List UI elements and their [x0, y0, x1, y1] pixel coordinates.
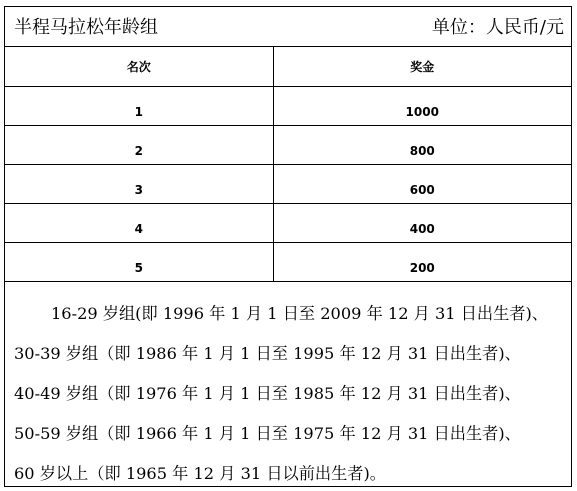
rank-cell: 4 — [5, 203, 273, 242]
title-row — [5, 7, 571, 47]
rank-cell: 5 — [5, 242, 273, 281]
unit-label: 单位：人民币/元 — [431, 17, 564, 38]
column-header-rank: 名次 — [5, 47, 273, 86]
table-row — [5, 164, 571, 203]
table-header-row — [5, 47, 571, 86]
table-row — [5, 242, 571, 281]
note-line: 60 岁以上（即 1965 年 12 月 31 日以前出生者)。 — [14, 464, 386, 483]
prize-cell: 200 — [273, 242, 571, 281]
rank-cell: 2 — [5, 125, 273, 164]
table-row — [5, 86, 571, 125]
rank-cell: 3 — [5, 164, 273, 203]
note-line: 40-49 岁组（即 1976 年 1 月 1 日至 1985 年 12 月 31 日出生者)、 — [14, 384, 521, 403]
note-line: 16-29 岁组(即 1996 年 1 月 1 日至 2009 年 12 月 31 日出生者)、 — [51, 304, 548, 323]
note-line: 30-39 岁组（即 1986 年 1 月 1 日至 1995 年 12 月 31 日出生者)、 — [14, 344, 521, 363]
prize-table-frame — [4, 6, 572, 487]
column-header-prize: 奖金 — [273, 47, 571, 86]
prize-table — [5, 47, 571, 282]
table-row — [5, 203, 571, 242]
prize-cell: 400 — [273, 203, 571, 242]
rank-cell: 1 — [5, 86, 273, 125]
prize-cell: 1000 — [273, 86, 571, 125]
prize-cell: 600 — [273, 164, 571, 203]
table-title: 半程马拉松年龄组 — [14, 17, 158, 38]
table-row — [5, 125, 571, 164]
prize-cell: 800 — [273, 125, 571, 164]
note-line: 50-59 岁组（即 1966 年 1 月 1 日至 1975 年 12 月 31 日出生者)、 — [14, 424, 521, 443]
age-group-notes — [5, 287, 571, 487]
